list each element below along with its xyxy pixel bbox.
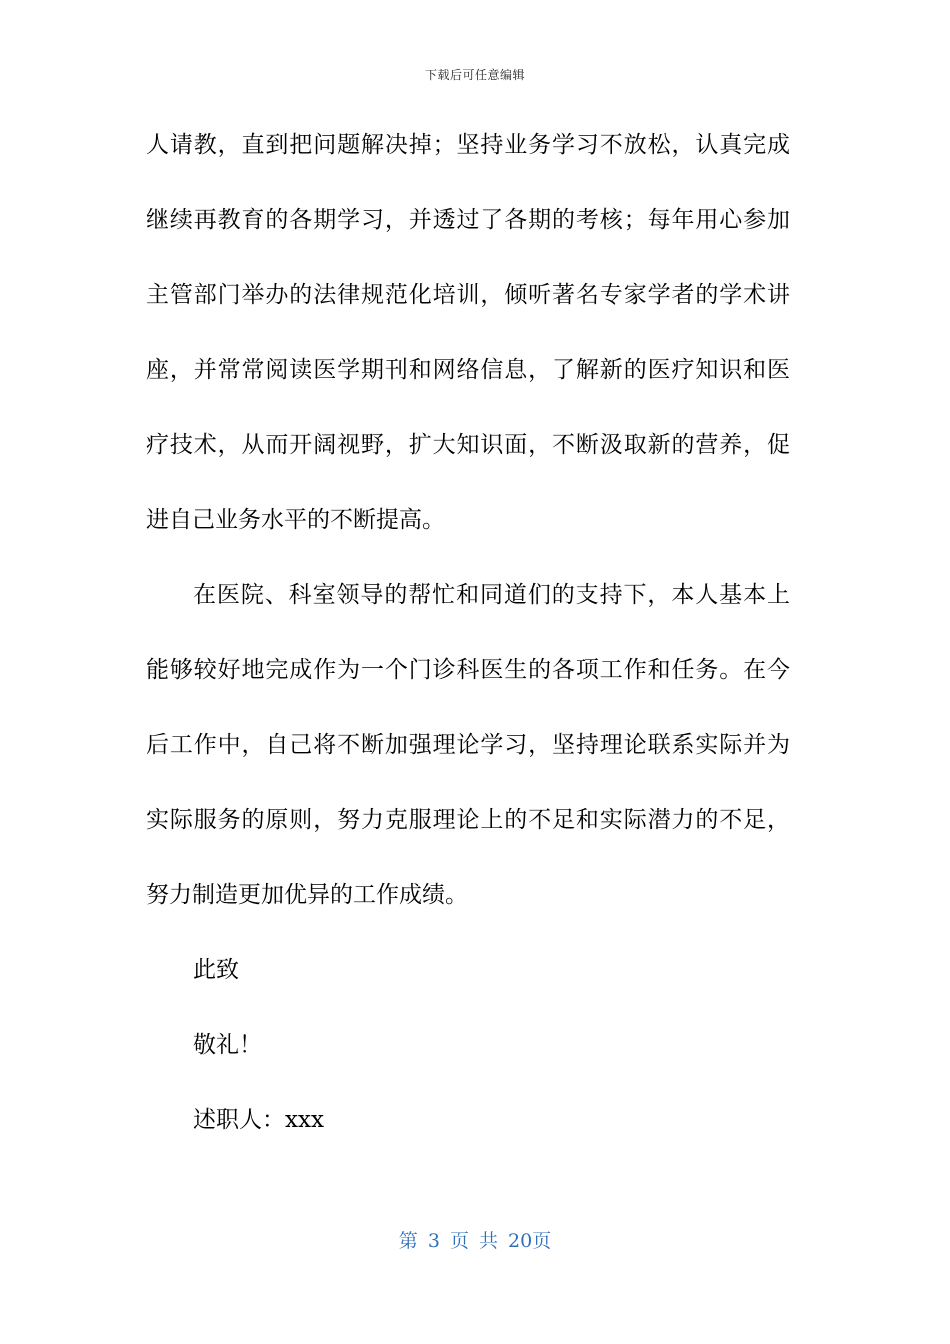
signature: 述职人：xxx	[193, 1107, 324, 1133]
text-line: 主管部门举办的法律规范化培训，倾听著名专家学者的学术讲	[146, 282, 790, 308]
paragraph-1	[146, 122, 790, 572]
text-line: 实际服务的原则，努力克服理论上的不足和实际潜力的不足，	[146, 807, 790, 833]
page-number-footer: 第 3 页 共 20页	[398, 1230, 552, 1252]
text-line: 人请教，直到把问题解决掉；坚持业务学习不放松，认真完成	[146, 132, 790, 158]
text-line: 能够较好地完成作为一个门诊科医生的各项工作和任务。在今	[146, 657, 790, 683]
text-line: 后工作中，自己将不断加强理论学习，坚持理论联系实际并为	[146, 732, 790, 758]
text-line: 在医院、科室领导的帮忙和同道们的支持下，本人基本上	[193, 582, 790, 608]
closing-block	[146, 947, 790, 1172]
text-line: 疗技术，从而开阔视野，扩大知识面，不断汲取新的营养，促	[146, 432, 790, 458]
paragraph-2	[146, 572, 790, 947]
page-header-note: 下载后可任意编辑	[424, 68, 525, 82]
salutation: 此致	[193, 957, 239, 983]
text-line: 继续再教育的各期学习，并透过了各期的考核；每年用心参加	[146, 207, 790, 233]
respect-closing: 敬礼！	[193, 1032, 262, 1058]
text-line: 进自己业务水平的不断提高。	[146, 507, 445, 533]
text-line: 努力制造更加优异的工作成绩。	[146, 882, 468, 908]
text-line: 座，并常常阅读医学期刊和网络信息，了解新的医疗知识和医	[146, 357, 790, 383]
document-body	[146, 122, 790, 1172]
